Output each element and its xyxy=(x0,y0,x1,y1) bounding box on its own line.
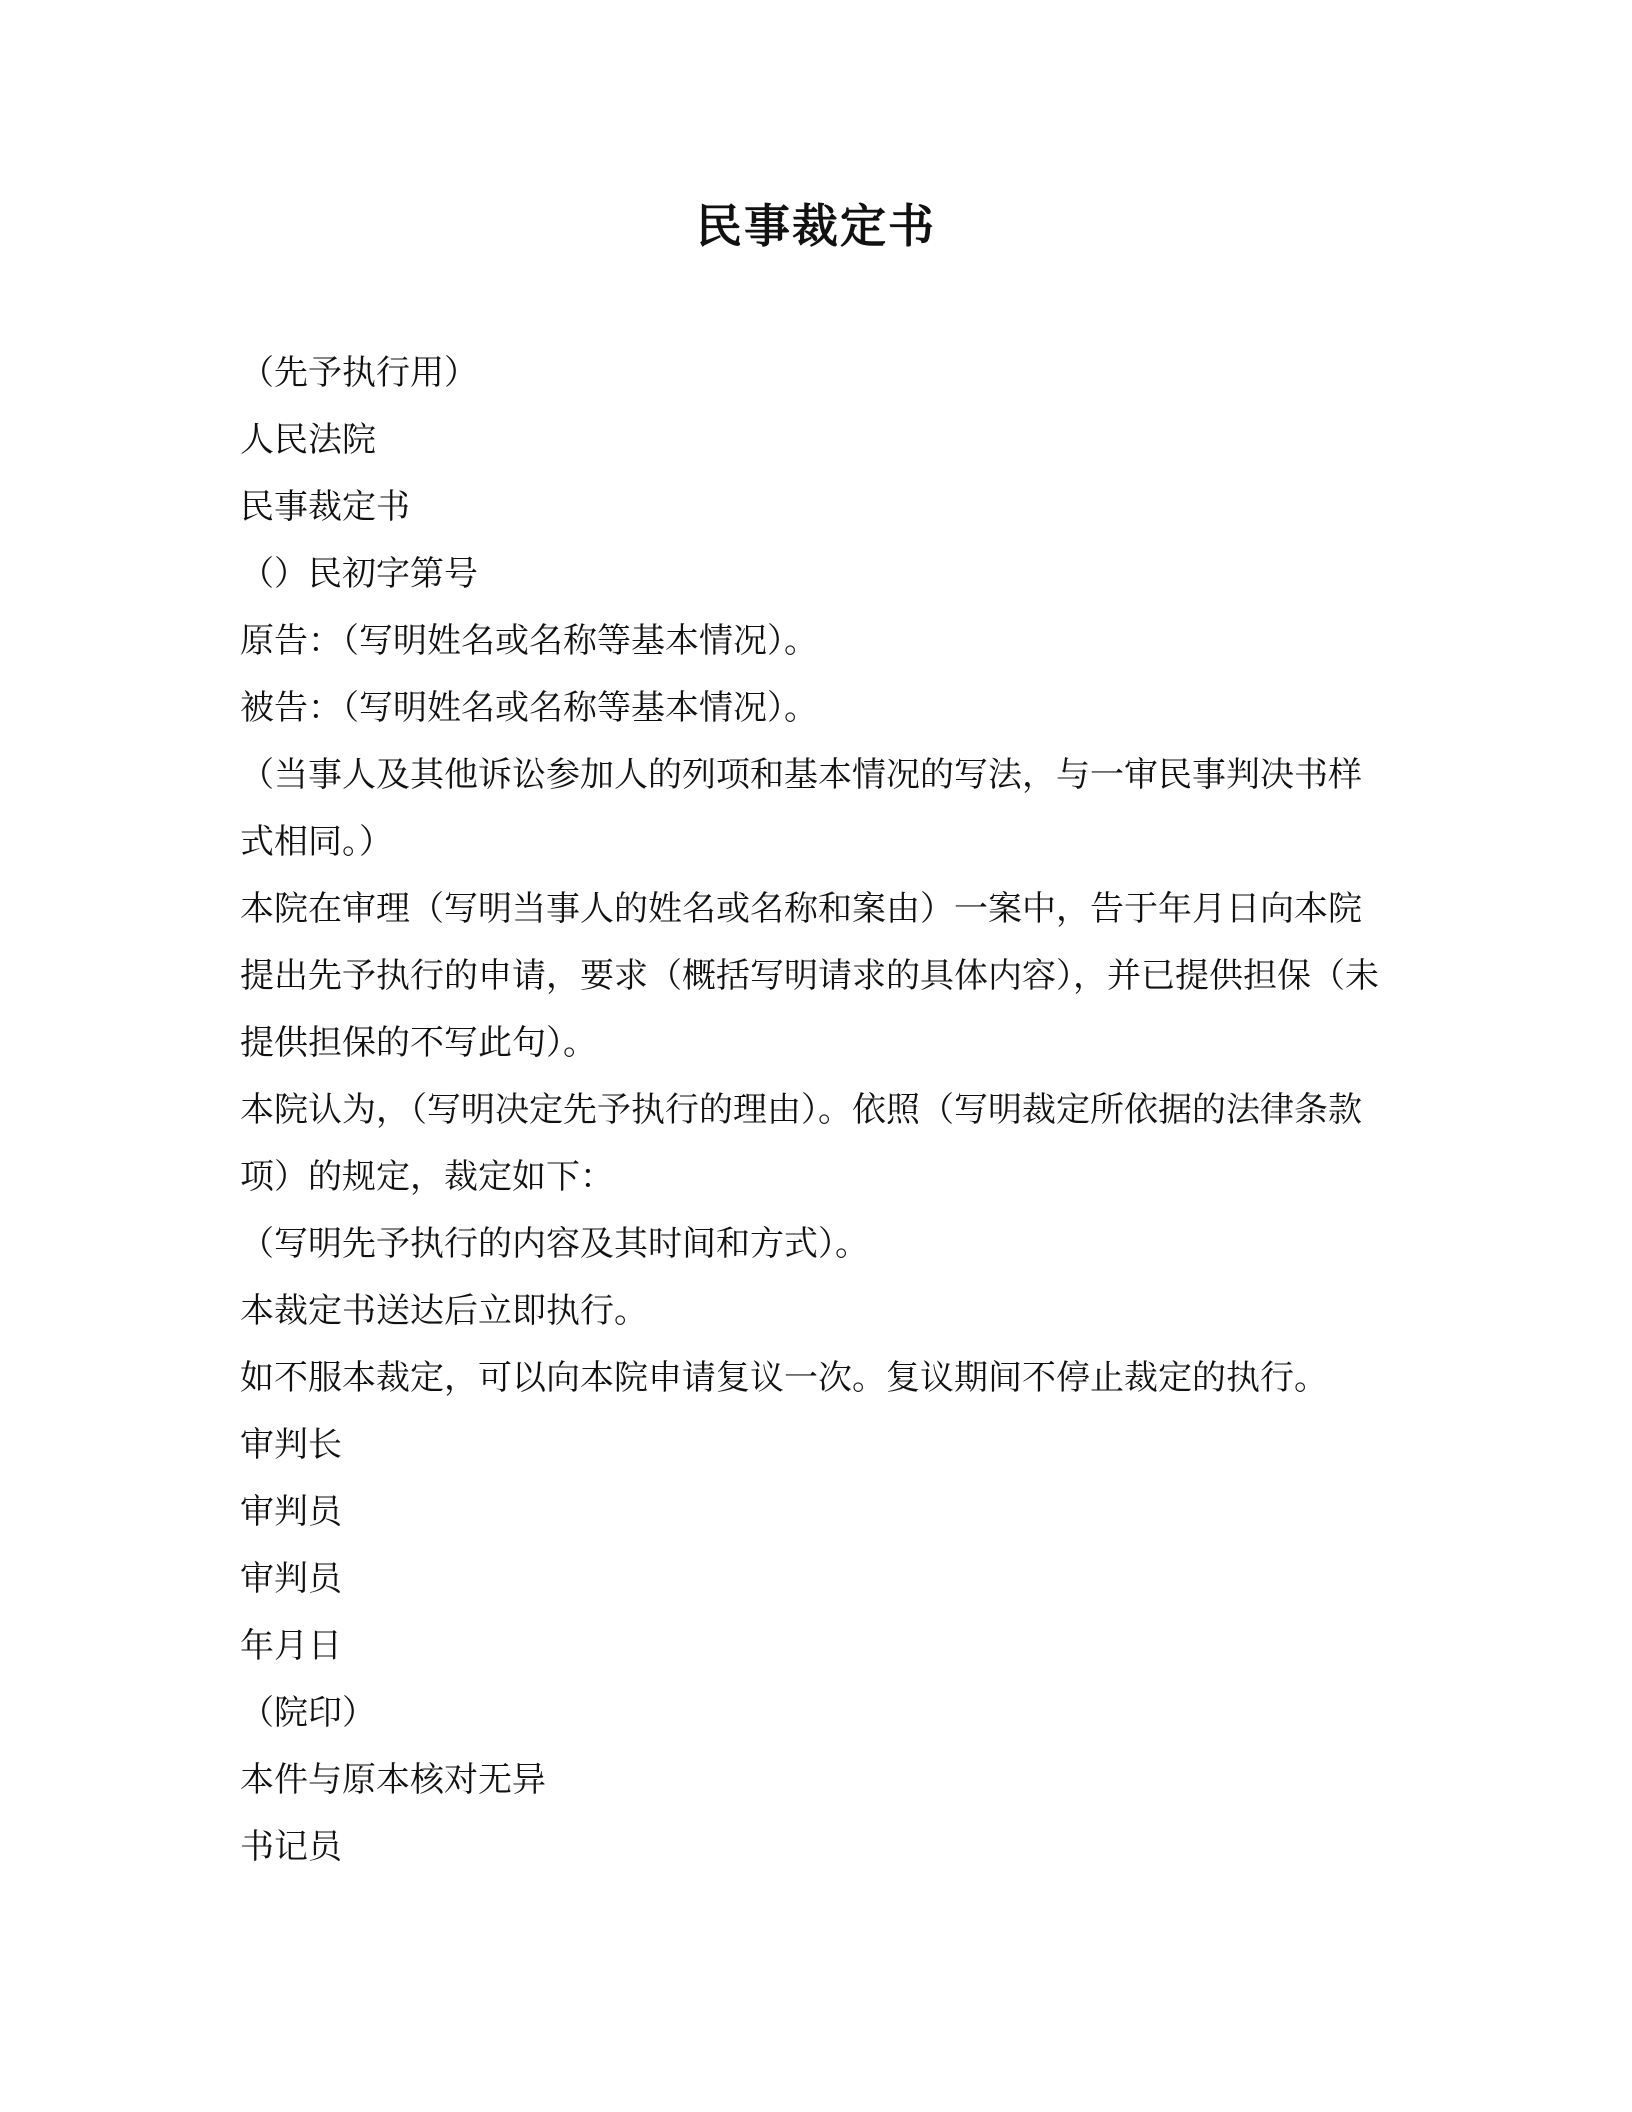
document-body xyxy=(240,340,1390,1881)
usage-note: （先予执行用） xyxy=(240,353,478,393)
document-title: 民事裁定书 xyxy=(696,199,936,253)
court-seal-line: （院印） xyxy=(240,1693,376,1733)
case-number: （）民初字第号 xyxy=(240,554,478,594)
judge-line-1: 审判员 xyxy=(240,1492,342,1532)
clerk-line: 书记员 xyxy=(240,1827,342,1867)
ruling-content-line: （写明先予执行的内容及其时间和方式）。 xyxy=(240,1224,869,1264)
execution-line: 本裁定书送达后立即执行。 xyxy=(240,1291,648,1331)
application-paragraph: 本院在审理（写明当事人的姓名或名称和案由）一案中，告于年月日向本院提出先予执行的申请，要求（概括写明请求的具体内容），并已提供担保（未提供担保的不写此句）。 xyxy=(240,889,1379,1063)
appeal-line: 如不服本裁定，可以向本院申请复议一次。复议期间不停止裁定的执行。 xyxy=(240,1358,1328,1398)
parties-note-paragraph: （当事人及其他诉讼参加人的列项和基本情况的写法，与一审民事判决书样式相同。） xyxy=(240,755,1362,862)
judge-line-2: 审判员 xyxy=(240,1559,342,1599)
document-type: 民事裁定书 xyxy=(240,487,410,527)
verification-line: 本件与原本核对无异 xyxy=(240,1760,546,1800)
presiding-judge-line: 审判长 xyxy=(240,1425,342,1465)
defendant-line: 被告：（写明姓名或名称等基本情况）。 xyxy=(240,688,818,728)
reasoning-paragraph: 本院认为，（写明决定先予执行的理由）。依照（写明裁定所依据的法律条款项）的规定，裁定如下： xyxy=(240,1090,1362,1197)
date-line: 年月日 xyxy=(240,1626,342,1666)
court-name: 人民法院 xyxy=(240,420,376,460)
plaintiff-line: 原告：（写明姓名或名称等基本情况）。 xyxy=(240,621,818,661)
